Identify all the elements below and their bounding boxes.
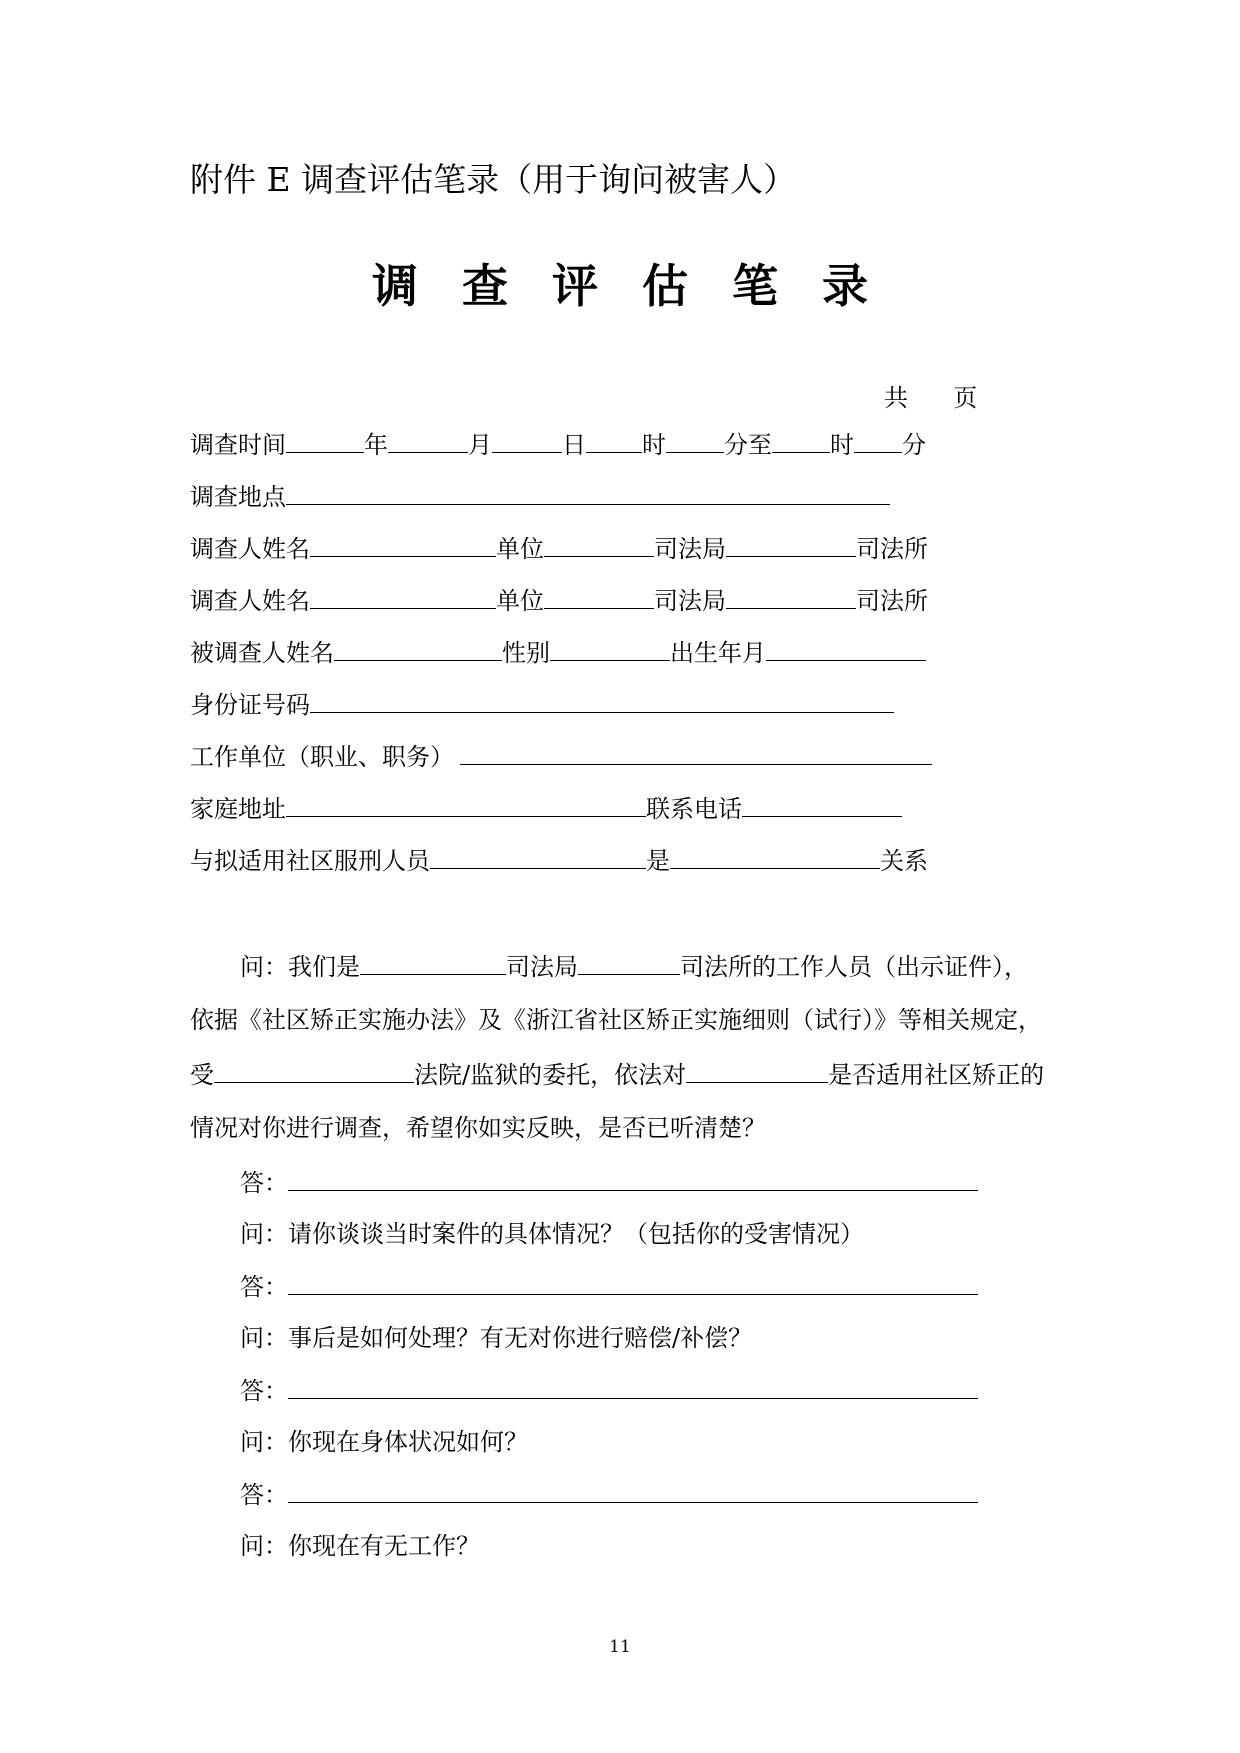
answer-label: 答： [240,1481,288,1509]
subject-name-blank[interactable] [334,636,502,661]
page-number: 11 [609,1637,631,1657]
place-row [190,480,890,513]
workplace-row [190,740,932,773]
time-label: 调查时间 [190,431,286,459]
pages-total-label: 共 [884,384,908,412]
hour-blank[interactable] [586,428,642,453]
answer-4-blank[interactable] [288,1478,978,1503]
answer-label: 答： [240,1169,288,1197]
bureau-label: 司法局 [654,535,726,563]
place-label: 调查地点 [190,483,286,511]
unit-label: 单位 [496,535,544,563]
investigator-row-2 [190,584,928,617]
intro-bureau-blank[interactable] [360,950,506,975]
bureau-label: 司法局 [654,587,726,615]
address-blank[interactable] [286,792,646,817]
unit-blank[interactable] [544,532,654,557]
answer-2 [240,1270,978,1303]
id-number-label: 身份证号码 [190,691,310,719]
question-4: 问：你现在身体状况如何？ [240,1428,528,1456]
minute2-label: 分 [902,431,926,459]
hour2-blank[interactable] [772,428,830,453]
relation-suffix: 关系 [880,847,928,875]
offender-blank[interactable] [686,1058,828,1083]
answer-3-blank[interactable] [288,1374,978,1399]
relation-person-blank[interactable] [430,844,646,869]
time-row [190,428,926,461]
office-label: 司法所 [856,535,928,563]
question-3: 问：事后是如何处理？有无对你进行赔偿/补偿？ [240,1324,753,1352]
gender-blank[interactable] [550,636,670,661]
phone-label: 联系电话 [646,795,742,823]
answer-4 [240,1478,978,1511]
office-label: 司法所 [856,587,928,615]
home-row [190,792,902,825]
subject-row [190,636,926,669]
workplace-label: 工作单位（职业、职务） [190,743,454,771]
bureau-blank[interactable] [726,532,856,557]
address-label: 家庭地址 [190,795,286,823]
workplace-blank[interactable] [460,740,932,765]
month-label: 月 [468,431,492,459]
main-title: 调查评估笔录 [372,259,912,313]
intro-bureau-label: 司法局 [506,953,578,981]
investigator-name-blank[interactable] [310,532,496,557]
question-5: 问：你现在有无工作？ [240,1532,480,1560]
minute2-blank[interactable] [854,428,902,453]
subject-name-label: 被调查人姓名 [190,639,334,667]
day-blank[interactable] [492,428,562,453]
intro-office-blank[interactable] [578,950,680,975]
birth-blank[interactable] [766,636,926,661]
unit-blank[interactable] [544,584,654,609]
attachment-title: 附件 E 调查评估笔录（用于询问被害人） [190,160,797,199]
id-number-blank[interactable] [310,688,894,713]
answer-2-blank[interactable] [288,1270,978,1295]
hour2-label: 时 [830,431,854,459]
pages-unit-label: 页 [953,384,978,412]
year-blank[interactable] [286,428,364,453]
investigator-name-blank[interactable] [310,584,496,609]
intro-question-line-3 [190,1058,1044,1091]
month-blank[interactable] [388,428,468,453]
id-row [190,688,894,721]
entrust-prefix: 受 [190,1061,214,1089]
court-blank[interactable] [214,1058,414,1083]
minute-to-label: 分至 [724,431,772,459]
question-2: 问：请你谈谈当时案件的具体情况？（包括你的受害情况） [240,1220,864,1248]
day-label: 日 [562,431,586,459]
birth-label: 出生年月 [670,639,766,667]
investigator-name-label: 调查人姓名 [190,535,310,563]
entrust-middle: 法院/监狱的委托，依法对 [414,1061,687,1089]
intro-office-label: 司法所的工作人员（出示证件）， [680,953,1028,981]
entrust-suffix: 是否适用社区矫正的 [828,1061,1045,1089]
minute-blank[interactable] [666,428,724,453]
pages-total-blank[interactable] [916,385,946,409]
intro-question-line-1 [240,950,1028,983]
relation-is-label: 是 [646,847,670,875]
answer-1-blank[interactable] [288,1166,978,1191]
answer-1 [240,1166,978,1199]
unit-label: 单位 [496,587,544,615]
place-blank[interactable] [286,480,890,505]
page-count [884,378,977,413]
relation-row [190,844,928,877]
gender-label: 性别 [502,639,550,667]
bureau-blank[interactable] [726,584,856,609]
relation-prefix: 与拟适用社区服刑人员 [190,847,430,875]
hour-label: 时 [642,431,666,459]
answer-3 [240,1374,978,1407]
intro-question-text: 问：我们是 [240,953,360,981]
year-label: 年 [364,431,388,459]
investigator-name-label: 调查人姓名 [190,587,310,615]
relation-type-blank[interactable] [670,844,880,869]
intro-question-line-4: 情况对你进行调查，希望你如实反映，是否已听清楚？ [190,1114,766,1142]
investigator-row-1 [190,532,928,565]
intro-question-line-2: 依据《社区矫正实施办法》及《浙江省社区矫正实施细则（试行）》等相关规定， [190,1006,1042,1034]
answer-label: 答： [240,1377,288,1405]
phone-blank[interactable] [742,792,902,817]
answer-label: 答： [240,1273,288,1301]
